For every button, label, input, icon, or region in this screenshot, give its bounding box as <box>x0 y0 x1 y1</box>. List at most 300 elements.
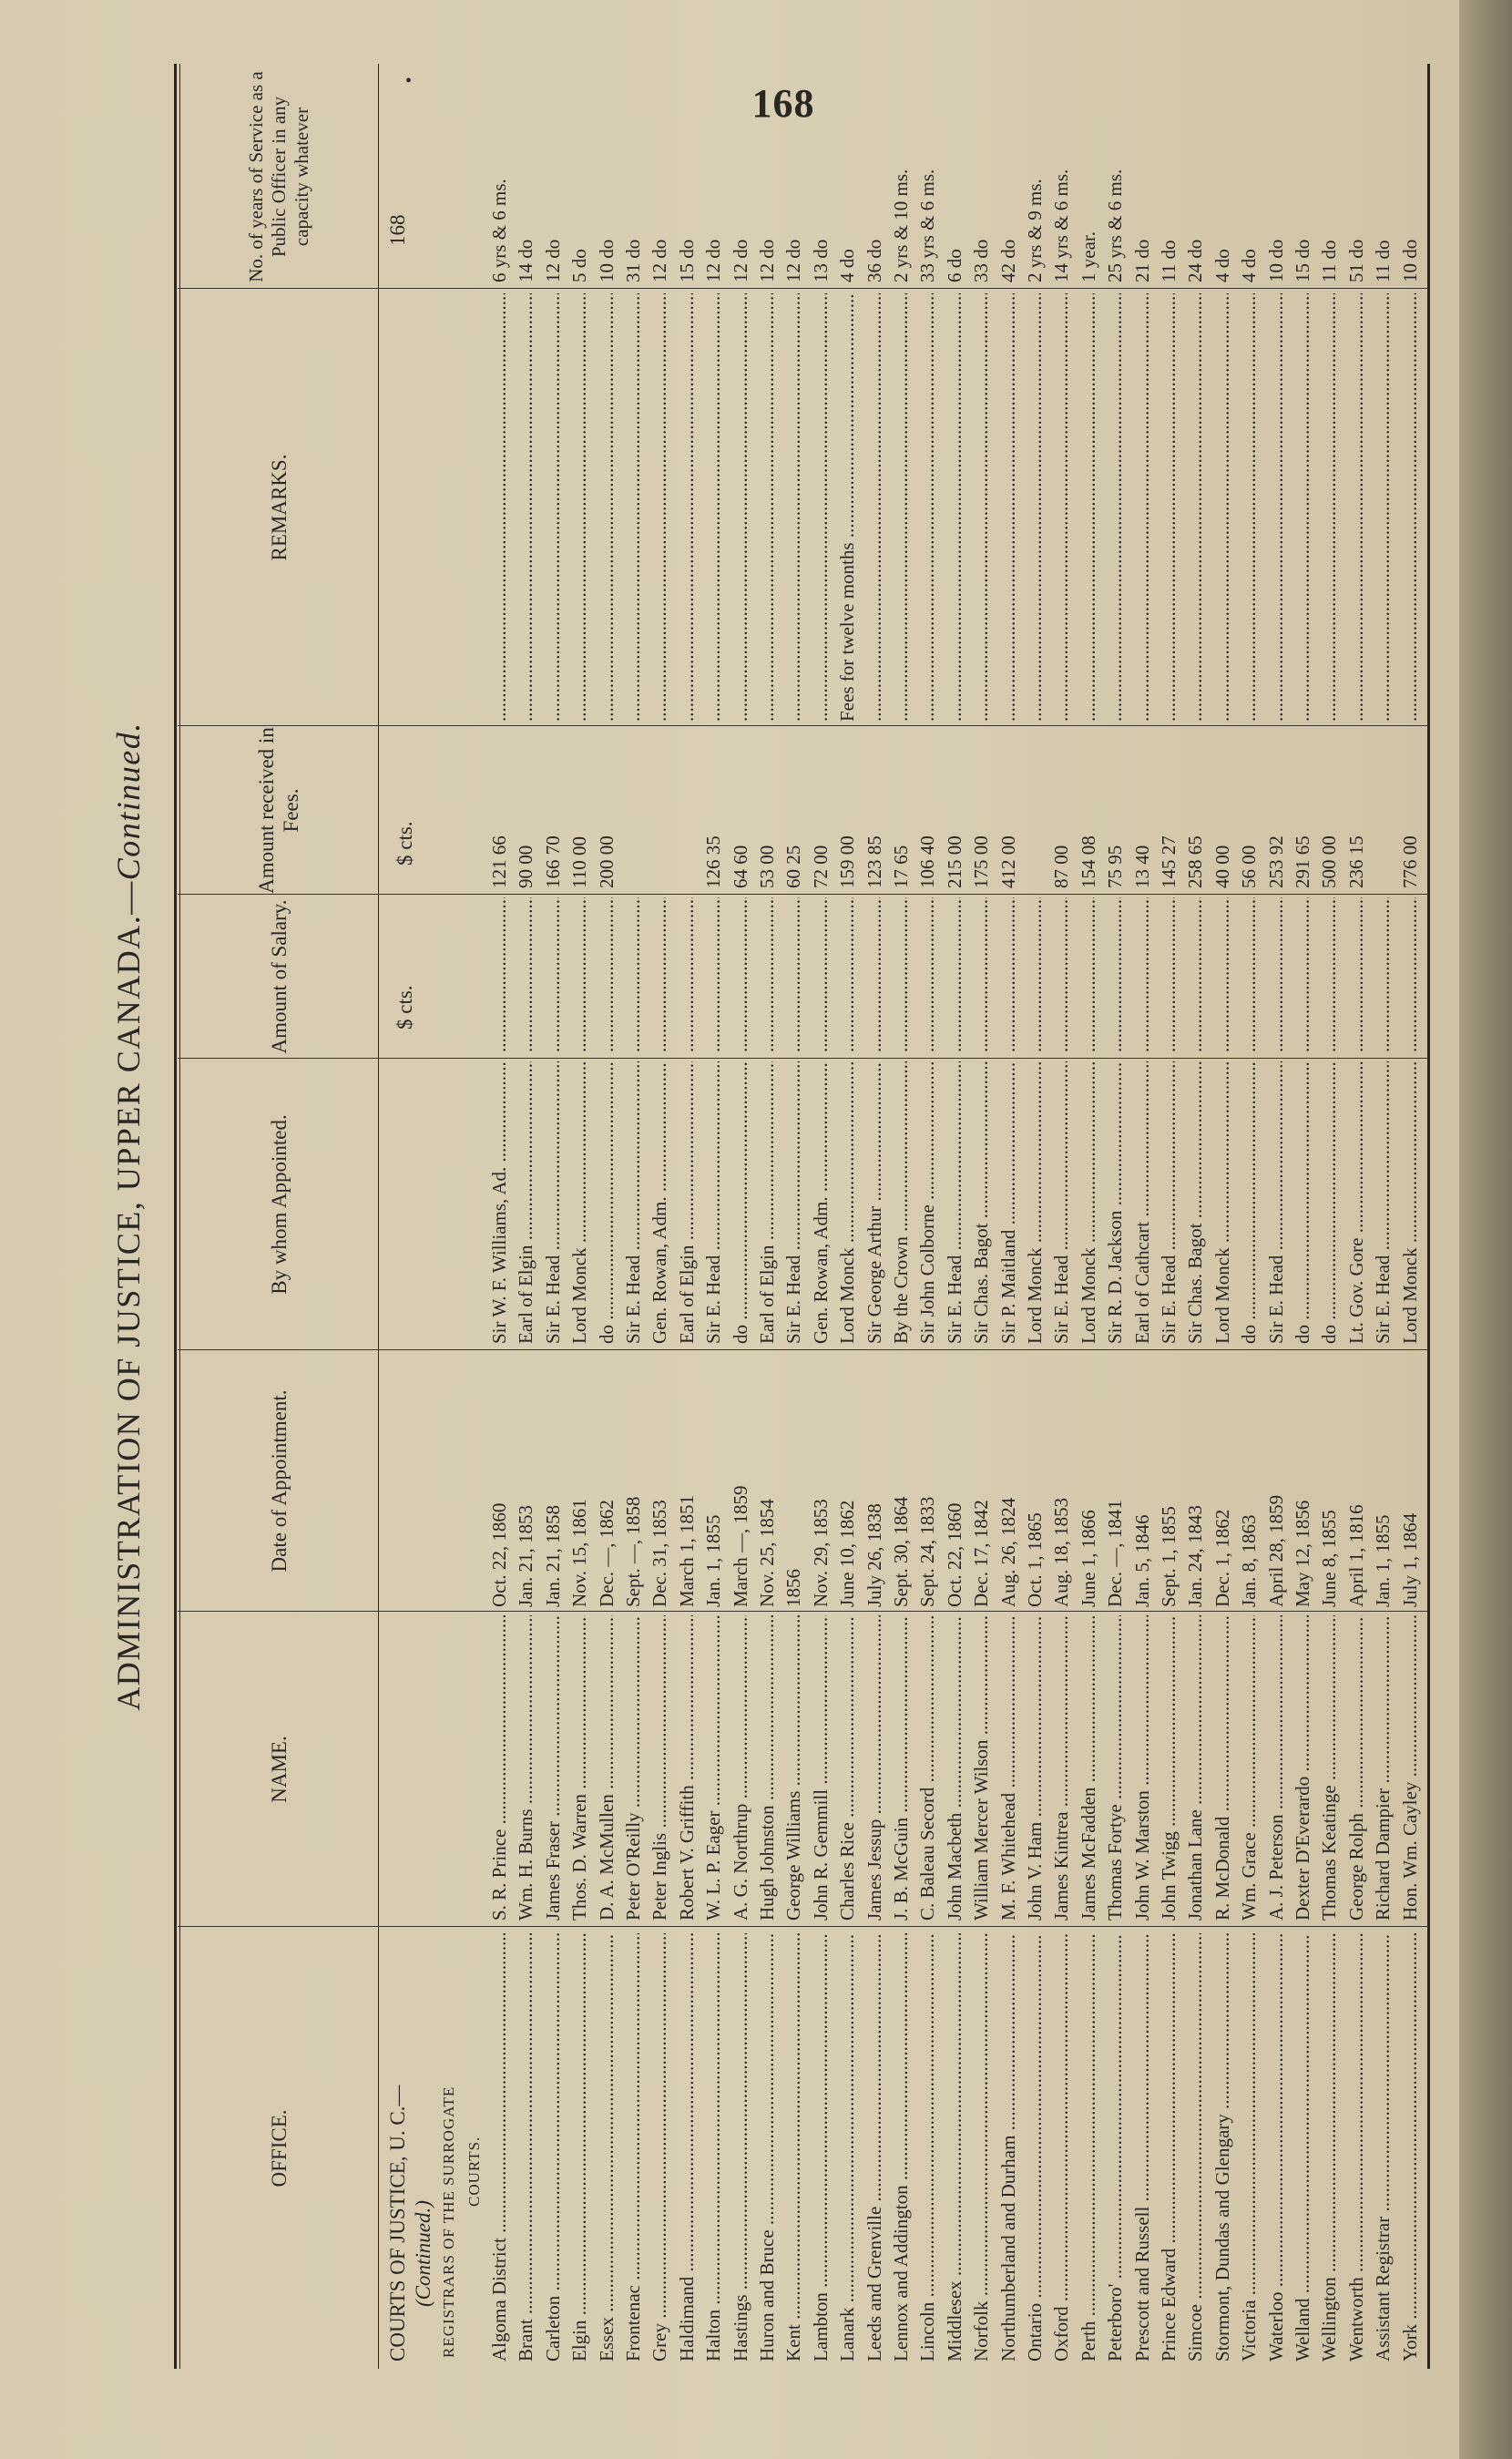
by-whom-cell: do ..... <box>1289 1061 1316 1344</box>
table-row <box>727 64 754 2369</box>
salary-cell <box>1075 897 1102 1052</box>
name-cell: W. L. P. Eager ..... <box>700 1615 727 1921</box>
by-whom-cell: Sir E. Head ..... <box>1262 1061 1290 1344</box>
by-whom-cell: Earl of Elgin ..... <box>753 1061 781 1344</box>
by-whom-cell: Sir E. Head ..... <box>539 1061 567 1344</box>
by-whom-cell: Lord Monck ..... <box>1396 1061 1424 1344</box>
page-mark: • <box>405 71 413 91</box>
remarks-cell: Fees for twelve months ..... <box>833 293 861 722</box>
office-cell: Lennox and Addington ..... <box>887 1933 914 2362</box>
office-cell: Halton ..... <box>700 1933 727 2362</box>
by-whom-cell: Lord Monck ..... <box>1021 1061 1048 1344</box>
by-whom-cell: Sir E. Head ..... <box>1047 1061 1075 1344</box>
bottom-rule <box>1427 64 1430 2369</box>
table-row <box>1129 64 1156 2369</box>
date-cell: April 1, 1816 <box>1344 1504 1367 1607</box>
by-whom-cell: By the Crown ..... <box>887 1061 914 1344</box>
salary-cell <box>1129 897 1156 1052</box>
years-cell: 31 do <box>622 239 644 282</box>
table-row <box>807 64 834 2369</box>
remarks-cell <box>753 293 781 722</box>
name-cell: Jonathan Lane ..... <box>1181 1615 1209 1921</box>
remarks-cell <box>1262 293 1290 722</box>
name-cell: Thomas Keatinge ..... <box>1315 1615 1343 1921</box>
name-cell: Wm. H. Burns ..... <box>512 1615 539 1921</box>
salary-cell <box>1289 897 1316 1052</box>
fees-cell: 121 66 <box>488 835 510 888</box>
fees-unit: $ cts. <box>393 821 416 866</box>
salary-cell <box>700 897 727 1052</box>
office-cell: Stormont, Dundas and Glengary ..... <box>1209 1933 1236 2362</box>
fees-cell: 200 00 <box>595 835 618 888</box>
years-cell: 33 do <box>970 239 993 282</box>
years-cell: 4 do <box>1211 249 1233 282</box>
salary-cell <box>566 897 593 1052</box>
fees-cell: 53 00 <box>756 845 778 888</box>
by-whom-cell: Sir Chas. Bagot ..... <box>1181 1061 1209 1344</box>
table-row <box>1181 64 1209 2369</box>
date-cell: April 28, 1859 <box>1264 1494 1287 1607</box>
name-cell: James Kintrea ..... <box>1047 1615 1075 1921</box>
office-cell: Hastings ..... <box>727 1933 754 2362</box>
table-row <box>1047 64 1075 2369</box>
salary-cell <box>646 897 673 1052</box>
date-cell: Oct. 1, 1865 <box>1024 1512 1046 1607</box>
table-row <box>673 64 700 2369</box>
header-rule <box>378 64 379 2369</box>
office-cell: Victoria ..... <box>1235 1933 1262 2362</box>
remarks-cell <box>1315 293 1343 722</box>
name-cell: John Macbeth ..... <box>941 1615 968 1921</box>
office-cell: Grey ..... <box>646 1933 673 2362</box>
office-cell: Oxford ..... <box>1047 1933 1075 2362</box>
date-cell: July 26, 1838 <box>863 1503 885 1607</box>
name-cell: James Jessup ..... <box>861 1615 888 1921</box>
title-main: ADMINISTRATION OF JUSTICE, UPPER CANADA.— <box>110 880 147 1711</box>
date-cell: Jan. 21, 1858 <box>541 1505 564 1607</box>
years-cell: 12 do <box>756 239 778 282</box>
by-whom-cell: Sir P. Maitland ..... <box>995 1061 1022 1344</box>
years-cell: 15 do <box>1292 239 1313 282</box>
by-whom-cell: do ..... <box>1315 1061 1343 1344</box>
remarks-cell <box>485 293 513 722</box>
date-cell: March 1, 1851 <box>675 1494 698 1607</box>
page-number: 168 <box>751 81 815 126</box>
salary-cell <box>967 897 995 1052</box>
fees-cell: 13 40 <box>1130 845 1153 888</box>
years-cell: 2 yrs & 10 ms. <box>890 169 912 282</box>
years-cell: 25 yrs & 6 ms. <box>1104 169 1127 282</box>
fees-cell: 500 00 <box>1318 835 1341 888</box>
years-cell: 12 do <box>782 239 805 282</box>
name-cell: James McFadden ..... <box>1075 1615 1102 1921</box>
remarks-cell <box>1369 293 1396 722</box>
years-cell: 13 do <box>809 239 832 282</box>
years-cell: 5 do <box>568 249 591 282</box>
office-cell: Lanark ..... <box>833 1933 861 2362</box>
date-cell: Aug. 26, 1824 <box>996 1497 1019 1607</box>
by-whom-cell: Earl of Elgin ..... <box>673 1061 700 1344</box>
fees-cell: 166 70 <box>541 835 564 888</box>
years-cell: 11 do <box>1158 240 1180 282</box>
remarks-cell <box>1021 293 1048 722</box>
date-cell: Jan. 5, 1846 <box>1130 1514 1153 1607</box>
header-years: No. of years of Service as a Public Officer in any capacity whatever <box>244 71 312 282</box>
header-remarks: REMARKS. <box>267 454 291 561</box>
date-cell: July 1, 1864 <box>1398 1512 1421 1607</box>
remarks-cell <box>1181 293 1209 722</box>
name-cell: M. F. Whitehead ..... <box>995 1615 1022 1921</box>
remarks-cell <box>593 293 620 722</box>
years-cell: 24 do <box>1184 239 1207 282</box>
office-cell: Ontario ..... <box>1021 1933 1048 2362</box>
header-by-whom: By whom Appointed. <box>267 1114 291 1295</box>
salary-cell <box>861 897 888 1052</box>
remarks-cell <box>1235 293 1262 722</box>
section-subheading: REGISTRARS OF THE SURROGATE <box>440 2085 457 2358</box>
table-row <box>1021 64 1048 2369</box>
office-cell: Lambton ..... <box>807 1933 834 2362</box>
years-cell: 4 do <box>1238 249 1261 282</box>
salary-cell <box>807 897 834 1052</box>
remarks-cell <box>1101 293 1129 722</box>
date-cell: Jan. 1, 1855 <box>702 1514 725 1607</box>
fees-cell: 154 08 <box>1077 835 1099 888</box>
table-row <box>1262 64 1290 2369</box>
office-cell: Simcoe ..... <box>1181 1933 1209 2362</box>
name-cell: John R. Gemmill ..... <box>807 1615 834 1921</box>
salary-cell <box>619 897 647 1052</box>
date-cell: Dec. —, 1862 <box>595 1500 618 1607</box>
header-salary: Amount of Salary. <box>267 899 291 1054</box>
by-whom-cell: do ..... <box>727 1061 754 1344</box>
name-cell: J. B. McGuin ..... <box>887 1615 914 1921</box>
remarks-cell <box>566 293 593 722</box>
header-date: Date of Appointment. <box>267 1389 291 1573</box>
salary-cell <box>593 897 620 1052</box>
office-cell: Leeds and Grenville ..... <box>861 1933 888 2362</box>
salary-cell <box>485 897 513 1052</box>
date-cell: June 1, 1866 <box>1077 1510 1099 1607</box>
by-whom-cell: Lord Monck ..... <box>833 1061 861 1344</box>
fees-cell: 75 95 <box>1104 845 1127 888</box>
years-cell: 12 do <box>649 239 671 282</box>
salary-cell <box>1155 897 1182 1052</box>
years-cell: 12 do <box>541 239 564 282</box>
salary-cell <box>512 897 539 1052</box>
fees-cell: 291 65 <box>1292 835 1313 888</box>
by-whom-cell: Lord Monck ..... <box>566 1061 593 1344</box>
date-cell: Nov. 29, 1853 <box>809 1499 832 1607</box>
name-cell: R. McDonald ..... <box>1209 1615 1236 1921</box>
remarks-cell <box>887 293 914 722</box>
office-cell: Algoma District ..... <box>485 1933 513 2362</box>
table-row <box>512 64 539 2369</box>
name-cell: James Fraser ..... <box>539 1615 567 1921</box>
name-cell: Wm. Grace ..... <box>1235 1615 1262 1921</box>
table-row <box>780 64 807 2369</box>
date-cell: Jan. 1, 1855 <box>1372 1514 1395 1607</box>
name-cell: D. A. McMullen ..... <box>593 1615 620 1921</box>
fees-cell: 126 35 <box>702 835 725 888</box>
by-whom-cell: Lt. Gov. Gore ..... <box>1343 1061 1370 1344</box>
salary-cell <box>1101 897 1129 1052</box>
office-cell: Essex ..... <box>593 1933 620 2362</box>
remarks-cell <box>539 293 567 722</box>
by-whom-cell: Gen. Rowan, Adm. ..... <box>646 1061 673 1344</box>
salary-cell <box>539 897 567 1052</box>
table-row <box>1101 64 1129 2369</box>
date-cell: June 8, 1855 <box>1318 1510 1341 1607</box>
fees-cell: 90 00 <box>515 845 537 888</box>
years-cell: 15 do <box>675 239 698 282</box>
office-cell: Northumberland and Durham ..... <box>995 1933 1022 2362</box>
table-row <box>593 64 620 2369</box>
date-cell: Dec. 31, 1853 <box>649 1500 671 1607</box>
table-row <box>1289 64 1316 2369</box>
name-cell: George Williams ..... <box>780 1615 807 1921</box>
fees-cell: 72 00 <box>809 845 832 888</box>
by-whom-cell: Lord Monck ..... <box>1075 1061 1102 1344</box>
table-row <box>753 64 781 2369</box>
years-cell: 11 do <box>1372 240 1395 282</box>
years-cell: 14 do <box>515 239 537 282</box>
date-cell: Nov. 15, 1861 <box>568 1499 591 1607</box>
name-cell: S. R. Prince ..... <box>485 1615 513 1921</box>
salary-cell <box>914 897 941 1052</box>
date-cell: June 10, 1862 <box>836 1500 859 1607</box>
date-cell: Dec. —, 1841 <box>1104 1500 1127 1607</box>
header-office: OFFICE. <box>267 2109 291 2187</box>
name-cell: Charles Rice ..... <box>833 1615 861 1921</box>
fees-cell: 123 85 <box>863 835 885 888</box>
office-cell: Lincoln ..... <box>914 1933 941 2362</box>
name-cell: John Twigg ..... <box>1155 1615 1182 1921</box>
date-cell: Dec. 1, 1862 <box>1211 1509 1233 1607</box>
date-cell: Aug. 18, 1853 <box>1050 1497 1073 1607</box>
fees-cell: 253 92 <box>1264 835 1287 888</box>
title-continued: Continued. <box>110 722 147 881</box>
by-whom-cell: do ..... <box>593 1061 620 1344</box>
years-cell: 14 yrs & 6 ms. <box>1050 169 1073 282</box>
years-cell: 42 do <box>996 239 1019 282</box>
salary-cell <box>1369 897 1396 1052</box>
table-row <box>914 64 941 2369</box>
office-cell: Haldimand ..... <box>673 1933 700 2362</box>
date-cell: 1856 <box>782 1569 805 1607</box>
years-cell: 4 do <box>836 249 859 282</box>
name-cell: Thos. D. Warren ..... <box>566 1615 593 1921</box>
salary-unit: $ cts. <box>393 985 416 1030</box>
rotated-table <box>96 64 1444 2369</box>
by-whom-cell: Sir E. Head ..... <box>1155 1061 1182 1344</box>
salary-cell <box>887 897 914 1052</box>
section-heading-block <box>385 1933 487 2362</box>
date-cell: Jan. 21, 1853 <box>515 1505 537 1607</box>
date-cell: Sept. 30, 1864 <box>890 1496 912 1607</box>
fees-cell: 175 00 <box>970 835 993 888</box>
name-cell: Hon. Wm. Cayley ..... <box>1396 1615 1424 1921</box>
office-cell: York ..... <box>1396 1933 1424 2362</box>
date-cell: March —, 1859 <box>729 1485 751 1607</box>
office-cell: Elgin ..... <box>566 1933 593 2362</box>
office-cell: Frontenac ..... <box>619 1933 647 2362</box>
table-row <box>1369 64 1396 2369</box>
remarks-cell <box>967 293 995 722</box>
date-cell: Dec. 17, 1842 <box>970 1500 993 1607</box>
table-row <box>1235 64 1262 2369</box>
years-cell: 10 do <box>595 239 618 282</box>
salary-cell <box>995 897 1022 1052</box>
by-whom-cell: do ..... <box>1235 1061 1262 1344</box>
remarks-cell <box>727 293 754 722</box>
by-whom-cell: Sir E. Head ..... <box>619 1061 647 1344</box>
by-whom-cell: Sir E. Head ..... <box>941 1061 968 1344</box>
salary-cell <box>1343 897 1370 1052</box>
years-cell: 51 do <box>1344 239 1367 282</box>
section-continued: (Continued.) <box>412 2200 434 2307</box>
years-cell: 12 do <box>702 239 725 282</box>
by-whom-cell: Sir E. Head ..... <box>700 1061 727 1344</box>
fees-cell: 106 40 <box>916 835 939 888</box>
page-title <box>96 64 161 2369</box>
fees-cell: 412 00 <box>996 835 1019 888</box>
table-row <box>1315 64 1343 2369</box>
remarks-cell <box>995 293 1022 722</box>
header-fees: Amount received in Fees. <box>255 727 302 894</box>
office-cell: Assistant Registrar ..... <box>1369 1933 1396 2362</box>
remarks-cell <box>646 293 673 722</box>
remarks-cell <box>1343 293 1370 722</box>
by-whom-cell: Sir John Colborne ..... <box>914 1061 941 1344</box>
office-cell: Wentworth ..... <box>1343 1933 1370 2362</box>
date-cell: Sept. 24, 1833 <box>916 1496 939 1607</box>
date-cell: Jan. 8, 1863 <box>1238 1514 1261 1607</box>
date-cell: Oct. 22, 1860 <box>943 1502 965 1607</box>
remarks-cell <box>1396 293 1424 722</box>
remarks-cell <box>1289 293 1316 722</box>
years-cell: 11 do <box>1318 240 1341 282</box>
name-cell: Peter Inglis ..... <box>646 1615 673 1921</box>
fees-cell: 87 00 <box>1050 845 1073 888</box>
remarks-cell <box>619 293 647 722</box>
remarks-cell <box>807 293 834 722</box>
office-cell: Brant ..... <box>512 1933 539 2362</box>
fees-cell: 64 60 <box>729 845 751 888</box>
years-cell: 6 yrs & 6 ms. <box>488 179 510 282</box>
remarks-cell <box>780 293 807 722</box>
office-cell: Peterboro' ..... <box>1101 1933 1129 2362</box>
office-cell: Waterloo ..... <box>1262 1933 1290 2362</box>
office-cell: Wellington ..... <box>1315 1933 1343 2362</box>
name-cell: A. G. Northrup ..... <box>727 1615 754 1921</box>
fees-cell: 776 00 <box>1398 835 1421 888</box>
fees-cell: 110 00 <box>568 836 591 888</box>
salary-cell <box>1209 897 1236 1052</box>
table-row <box>861 64 888 2369</box>
table-row <box>485 64 513 2369</box>
fees-cell: 40 00 <box>1211 845 1233 888</box>
table-row <box>700 64 727 2369</box>
name-cell: John W. Marston ..... <box>1129 1615 1156 1921</box>
fees-cell: 56 00 <box>1238 845 1261 888</box>
table-row <box>1075 64 1102 2369</box>
office-cell: Kent ..... <box>780 1933 807 2362</box>
remarks-cell <box>941 293 968 722</box>
remarks-cell <box>1155 293 1182 722</box>
table-row <box>995 64 1022 2369</box>
name-cell: Peter O'Reilly ..... <box>619 1615 647 1921</box>
fees-cell: 258 65 <box>1184 835 1207 888</box>
salary-cell <box>1396 897 1424 1052</box>
salary-cell <box>727 897 754 1052</box>
office-cell: Prince Edward ..... <box>1155 1933 1182 2362</box>
table-row <box>887 64 914 2369</box>
years-cell: 1 year. <box>1077 231 1099 282</box>
by-whom-cell: Gen. Rowan, Adm. ..... <box>807 1061 834 1344</box>
office-cell: Huron and Bruce ..... <box>753 1933 781 2362</box>
table-row <box>1343 64 1370 2369</box>
office-cell: Carleton ..... <box>539 1933 567 2362</box>
name-cell: Dexter D'Everardo ..... <box>1289 1615 1316 1921</box>
office-cell: Prescott and Russell ..... <box>1129 1933 1156 2362</box>
years-cell: 36 do <box>863 239 885 282</box>
office-cell: Welland ..... <box>1289 1933 1316 2362</box>
date-cell: May 12, 1856 <box>1292 1500 1313 1607</box>
remarks-cell <box>1075 293 1102 722</box>
office-cell: Norfolk ..... <box>967 1933 995 2362</box>
table-row <box>539 64 567 2369</box>
salary-cell <box>1181 897 1209 1052</box>
remarks-cell <box>512 293 539 722</box>
page-binding-edge <box>1459 0 1512 2459</box>
years-cell: 21 do <box>1130 239 1153 282</box>
by-whom-cell: Sir E. Head ..... <box>780 1061 807 1344</box>
remarks-cell <box>700 293 727 722</box>
date-cell: Sept. 1, 1855 <box>1158 1506 1180 1607</box>
by-whom-cell: Lord Monck ..... <box>1209 1061 1236 1344</box>
name-cell: William Mercer Wilson ..... <box>967 1615 995 1921</box>
by-whom-cell: Sir Chas. Bagot ..... <box>967 1061 995 1344</box>
table-row <box>619 64 647 2369</box>
fees-cell: 17 65 <box>890 845 912 888</box>
fees-cell: 215 00 <box>943 835 965 888</box>
remarks-cell <box>1129 293 1156 722</box>
years-cell: 12 do <box>729 239 751 282</box>
salary-cell <box>753 897 781 1052</box>
table-row <box>646 64 673 2369</box>
salary-cell <box>1315 897 1343 1052</box>
table-row <box>833 64 861 2369</box>
date-cell: Jan. 24, 1843 <box>1184 1505 1207 1607</box>
salary-cell <box>780 897 807 1052</box>
salary-cell <box>833 897 861 1052</box>
by-whom-cell: Sir R. D. Jackson ..... <box>1101 1061 1129 1344</box>
by-whom-cell: Sir George Arthur ..... <box>861 1061 888 1344</box>
remarks-cell <box>673 293 700 722</box>
date-cell: Sept. —, 1858 <box>622 1496 644 1607</box>
salary-cell <box>673 897 700 1052</box>
date-cell: Nov. 25, 1854 <box>756 1499 778 1607</box>
fees-cell: 159 00 <box>836 835 859 888</box>
fees-cell: 145 27 <box>1158 835 1180 888</box>
table-row <box>967 64 995 2369</box>
name-cell: A. J. Peterson ..... <box>1262 1615 1290 1921</box>
salary-cell <box>1021 897 1048 1052</box>
years-cell: 33 yrs & 6 ms. <box>916 169 939 282</box>
years-cell: 10 do <box>1398 239 1421 282</box>
name-cell: Robert V. Griffith ..... <box>673 1615 700 1921</box>
